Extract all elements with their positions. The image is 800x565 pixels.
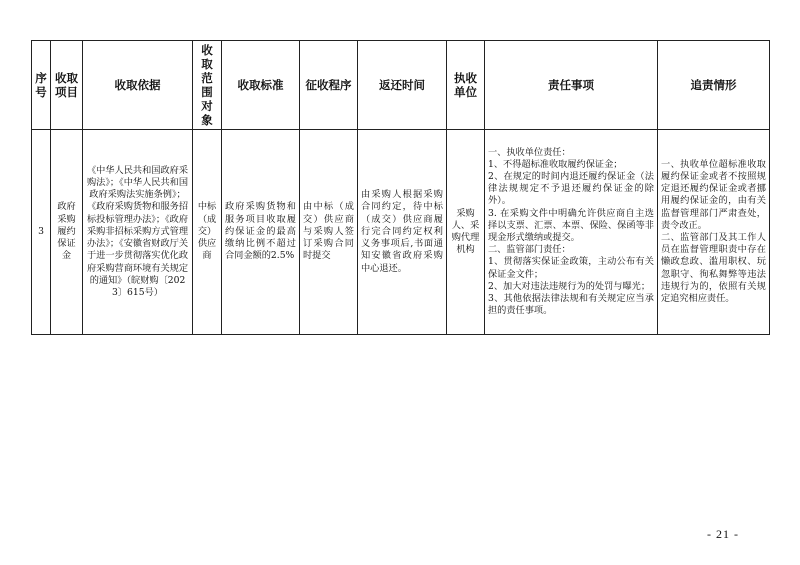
duty-line: 一、执收单位责任： xyxy=(488,146,571,158)
header-basis: 收取依据 xyxy=(83,41,193,130)
duty-line: 二、监管部门责任： xyxy=(488,244,571,256)
fee-table xyxy=(31,40,770,335)
header-procedure: 征收程序 xyxy=(300,41,358,130)
duty-line: 2、在规定的时间内退还履约保证金（法律法规规定不予退还履约保证金的除外）。 xyxy=(488,170,654,207)
table-row xyxy=(32,130,770,335)
accountability-line: 二、监管部门及其工作人员在监督管理职责中存在懒政怠政、滥用职权、玩忽职守、徇私舞弊等违法违规行为的，依照有关规定追究相应责任。 xyxy=(661,232,766,305)
duty-line: 1、不得超标准收取履约保证金； xyxy=(488,158,623,170)
page-number: - 21 - xyxy=(707,527,739,541)
header-row xyxy=(32,41,770,130)
cell-item: 政府采购履约保证金 xyxy=(51,130,83,335)
header-accountability: 追责情形 xyxy=(658,41,770,130)
cell-accountability xyxy=(658,130,770,335)
header-standard: 收取标准 xyxy=(222,41,300,130)
header-scope: 收取范围对象 xyxy=(193,41,222,130)
header-collector: 执收单位 xyxy=(447,41,485,130)
cell-collector: 采购人、采购代理机构 xyxy=(447,130,485,335)
cell-standard: 政府采购货物和服务项目收取履约保证金的最高缴纳比例不超过合同金额的2.5% xyxy=(222,130,300,335)
header-index: 序号 xyxy=(32,41,51,130)
cell-procedure: 由中标（成交）供应商与采购人签订采购合同时提交 xyxy=(300,130,358,335)
duty-line: 3、其他依据法律法规和有关规定应当承担的责任事项。 xyxy=(488,293,654,317)
cell-scope: 中标（成交）供应商 xyxy=(193,130,222,335)
duty-line: 2、加大对违法违规行为的处罚与曝光； xyxy=(488,280,651,292)
cell-duties xyxy=(485,130,658,335)
duty-line: 3. 在采购文件中明确允许供应商自主选择以支票、汇票、本票、保险、保函等非现金形式缴纳或提交。 xyxy=(488,207,654,243)
header-item: 收取项目 xyxy=(51,41,83,130)
header-duties: 责任事项 xyxy=(485,41,658,130)
cell-index: 3 xyxy=(32,130,51,335)
accountability-line: 一、执收单位超标准收取履约保证金或者不按照规定退还履约保证金或者挪用履约保证金的，由有关监督管理部门严肃查处，责令改正。 xyxy=(661,158,766,231)
header-refund: 返还时间 xyxy=(358,41,447,130)
duty-line: 1、贯彻落实保证金政策，主动公布有关保证金文件； xyxy=(488,256,654,280)
cell-basis: 《中华人民共和国政府采购法》；《中华人民共和国政府采购法实施条例》；《政府采购货物和服务招标投标管理办法》；《政府采购非招标采购方式管理办法》；《安徽省财政厅关于进一步贯彻落实优化政府采购营商环境有关规定的通知》（皖财购〔2023〕615号） xyxy=(83,130,193,335)
cell-refund: 由采购人根据采购合同约定，待中标（成交）供应商履行完合同约定权利义务事项后,书面通知安徽省政府采购中心退还。 xyxy=(358,130,447,335)
